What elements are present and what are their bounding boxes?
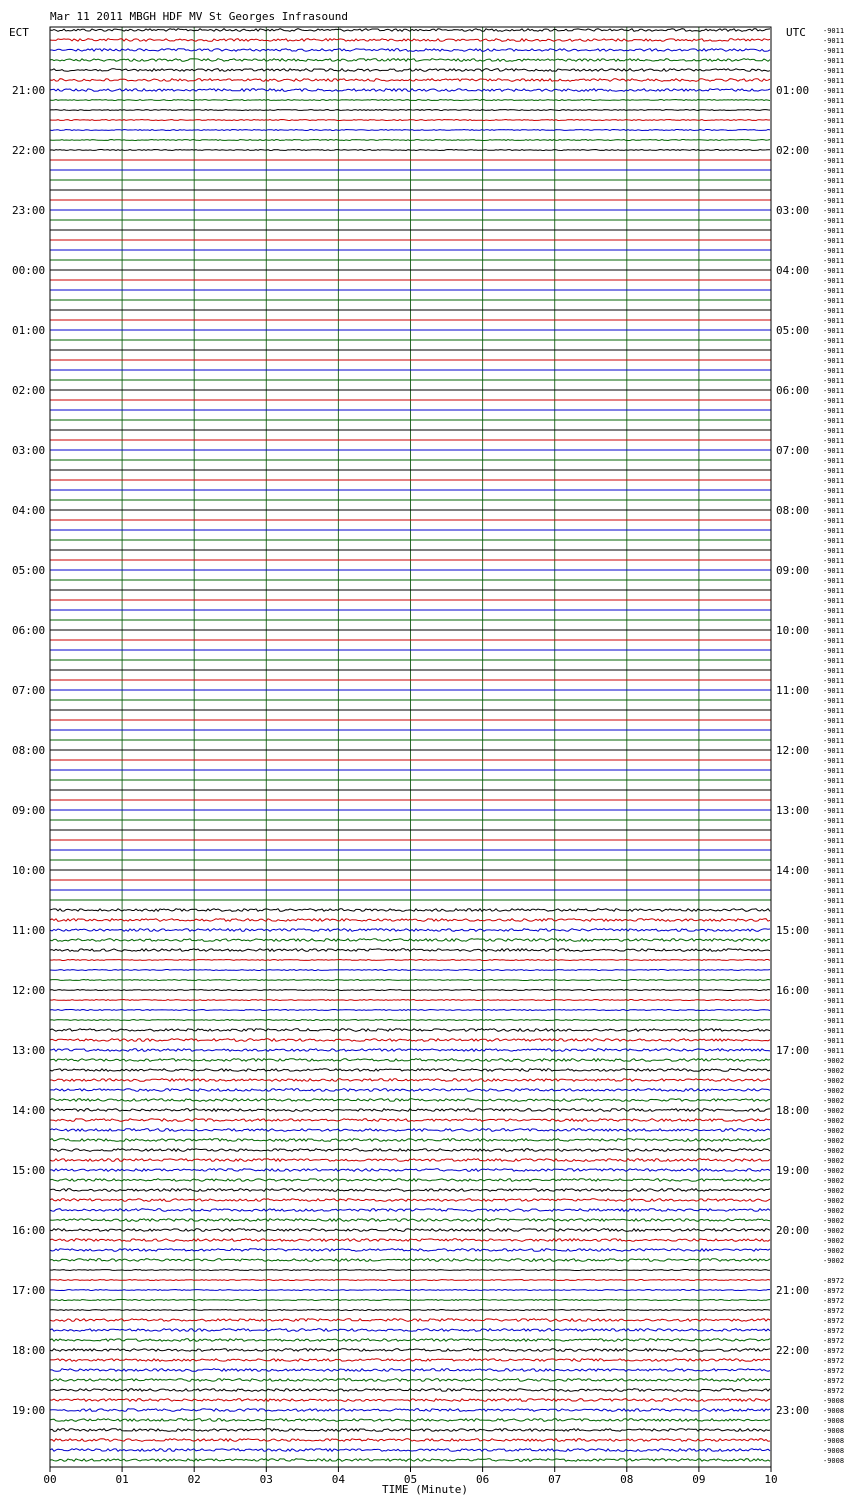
- trace-scale-label: -9002: [823, 1157, 845, 1165]
- trace-scale-label: -9002: [823, 1077, 845, 1085]
- trace-scale-label: -9002: [823, 1227, 845, 1235]
- trace-scale-label: -9011: [823, 207, 845, 215]
- x-tick-label: 07: [548, 1473, 562, 1486]
- right-hour-label: 20:00: [776, 1224, 810, 1237]
- x-tick-label: 10: [764, 1473, 778, 1486]
- trace-scale-label: -9011: [823, 187, 845, 195]
- trace-scale-label: -8972: [823, 1287, 845, 1295]
- trace-scale-label: -9011: [823, 587, 845, 595]
- x-tick-label: 00: [43, 1473, 57, 1486]
- trace-scale-label: -9011: [823, 167, 845, 175]
- chart-title: Mar 11 2011 MBGH HDF MV St Georges Infrasound: [50, 10, 349, 23]
- trace-scale-label: -9011: [823, 897, 845, 905]
- left-hour-label: 15:00: [12, 1164, 46, 1177]
- trace-scale-label: -9011: [823, 737, 845, 745]
- trace-scale-label: -9011: [823, 637, 845, 645]
- trace-scale-label: -9011: [823, 607, 845, 615]
- trace-scale-label: -9011: [823, 747, 845, 755]
- right-hour-label: 18:00: [776, 1104, 810, 1117]
- left-hour-label: 18:00: [12, 1344, 46, 1357]
- left-hour-label: 23:00: [12, 204, 46, 217]
- trace-scale-label: -9011: [823, 197, 845, 205]
- trace-scale-label: -9011: [823, 557, 845, 565]
- left-hour-label: 10:00: [12, 864, 46, 877]
- trace-scale-label: -9011: [823, 397, 845, 405]
- trace-scale-label: -9011: [823, 267, 845, 275]
- trace-scale-label: -9011: [823, 67, 845, 75]
- trace-scale-label: -9011: [823, 1027, 845, 1035]
- trace-scale-label: -9002: [823, 1167, 845, 1175]
- trace-line: [50, 130, 770, 131]
- trace-scale-label: -9008: [823, 1397, 845, 1405]
- trace-scale-label: -9011: [823, 987, 845, 995]
- trace-scale-label: -9011: [823, 287, 845, 295]
- right-hour-label: 12:00: [776, 744, 810, 757]
- trace-line: [50, 980, 770, 981]
- left-hour-label: 11:00: [12, 924, 46, 937]
- trace-scale-label: -9011: [823, 857, 845, 865]
- trace-scale-label: -9008: [823, 1407, 845, 1415]
- trace-scale-label: -9011: [823, 927, 845, 935]
- trace-scale-label: -8972: [823, 1297, 845, 1305]
- trace-scale-label: -9011: [823, 917, 845, 925]
- trace-scale-label: -9011: [823, 827, 845, 835]
- trace-scale-label: -9011: [823, 787, 845, 795]
- trace-scale-label: -9011: [823, 1047, 845, 1055]
- trace-scale-label: -9011: [823, 407, 845, 415]
- left-hour-label: 22:00: [12, 144, 46, 157]
- right-hour-label: 03:00: [776, 204, 810, 217]
- right-hour-label: 15:00: [776, 924, 810, 937]
- trace-scale-label: -9011: [823, 337, 845, 345]
- right-hour-label: 14:00: [776, 864, 810, 877]
- x-tick-label: 03: [259, 1473, 273, 1486]
- left-hour-label: 04:00: [12, 504, 46, 517]
- trace-scale-labels: [823, 27, 844, 1465]
- right-hour-label: 23:00: [776, 1404, 810, 1417]
- trace-scale-label: -9002: [823, 1107, 845, 1115]
- trace-scale-label: -9011: [823, 577, 845, 585]
- trace-scale-label: -8972: [823, 1357, 845, 1365]
- trace-scale-label: -8972: [823, 1327, 845, 1335]
- right-hour-label: 10:00: [776, 624, 810, 637]
- trace-scale-label: -9002: [823, 1177, 845, 1185]
- left-hour-label: 08:00: [12, 744, 46, 757]
- trace-line: [50, 1280, 770, 1281]
- trace-scale-label: -9002: [823, 1117, 845, 1125]
- trace-scale-label: -9011: [823, 1017, 845, 1025]
- trace-scale-label: -9002: [823, 1137, 845, 1145]
- trace-scale-label: -9008: [823, 1427, 845, 1435]
- trace-scale-label: -9011: [823, 967, 845, 975]
- trace-scale-label: -8972: [823, 1377, 845, 1385]
- trace-scale-label: -9011: [823, 457, 845, 465]
- left-hour-label: 19:00: [12, 1404, 46, 1417]
- right-timezone-label: UTC: [786, 26, 806, 39]
- left-hour-label: 14:00: [12, 1104, 46, 1117]
- trace-scale-label: -9011: [823, 667, 845, 675]
- left-hour-label: 07:00: [12, 684, 46, 697]
- left-hour-label: 16:00: [12, 1224, 46, 1237]
- left-hour-label: 00:00: [12, 264, 46, 277]
- trace-scale-label: -9011: [823, 147, 845, 155]
- trace-scale-label: -9002: [823, 1247, 845, 1255]
- trace-scale-label: -9011: [823, 477, 845, 485]
- x-axis-label: TIME (Minute): [381, 1483, 469, 1496]
- trace-scale-label: -9011: [823, 117, 845, 125]
- trace-scale-label: -9011: [823, 947, 845, 955]
- trace-scale-label: -9011: [823, 387, 845, 395]
- trace-scale-label: -8972: [823, 1337, 845, 1345]
- trace-scale-label: -9002: [823, 1127, 845, 1135]
- trace-scale-label: -9011: [823, 417, 845, 425]
- left-hour-label: 12:00: [12, 984, 46, 997]
- left-hour-label: 09:00: [12, 804, 46, 817]
- right-hour-label: 09:00: [776, 564, 810, 577]
- trace-scale-label: -9011: [823, 837, 845, 845]
- x-tick-label: 08: [620, 1473, 634, 1486]
- trace-scale-label: -9011: [823, 87, 845, 95]
- trace-scale-label: -9011: [823, 297, 845, 305]
- trace-scale-label: -9011: [823, 257, 845, 265]
- trace-scale-label: -9002: [823, 1217, 845, 1225]
- trace-scale-label: -9011: [823, 777, 845, 785]
- trace-scale-label: -9011: [823, 677, 845, 685]
- trace-scale-label: -9011: [823, 647, 845, 655]
- trace-scale-label: -9011: [823, 657, 845, 665]
- trace-scale-label: -8972: [823, 1367, 845, 1375]
- left-timezone-label: ECT: [9, 26, 29, 39]
- trace-scale-label: -9011: [823, 547, 845, 555]
- x-tick-label: 01: [115, 1473, 129, 1486]
- right-hour-label: 04:00: [776, 264, 810, 277]
- trace-scale-label: -9011: [823, 427, 845, 435]
- trace-scale-label: -9011: [823, 817, 845, 825]
- trace-scale-label: -9011: [823, 877, 845, 885]
- right-hour-label: 19:00: [776, 1164, 810, 1177]
- trace-scale-label: -9011: [823, 937, 845, 945]
- trace-scale-label: -9011: [823, 567, 845, 575]
- trace-scale-label: -9011: [823, 27, 845, 35]
- trace-scale-label: -9011: [823, 517, 845, 525]
- trace-scale-label: -9011: [823, 597, 845, 605]
- right-hour-label: 21:00: [776, 1284, 810, 1297]
- trace-scale-label: -9011: [823, 237, 845, 245]
- trace-scale-label: -9011: [823, 997, 845, 1005]
- trace-scale-label: -9011: [823, 127, 845, 135]
- x-tick-label: 05: [403, 1473, 418, 1486]
- trace-scale-label: -9011: [823, 867, 845, 875]
- right-hour-label: 17:00: [776, 1044, 810, 1057]
- right-hour-label: 22:00: [776, 1344, 810, 1357]
- trace-scale-label: -9011: [823, 797, 845, 805]
- trace-scale-label: -9011: [823, 247, 845, 255]
- trace-scale-label: -9011: [823, 37, 845, 45]
- x-tick-label: 04: [331, 1473, 346, 1486]
- trace-scale-label: -9011: [823, 77, 845, 85]
- trace-line: [50, 1300, 770, 1301]
- trace-scale-label: -9011: [823, 627, 845, 635]
- trace-scale-label: -9011: [823, 347, 845, 355]
- trace-scale-label: -9011: [823, 157, 845, 165]
- trace-scale-label: -9011: [823, 807, 845, 815]
- left-hour-label: 21:00: [12, 84, 46, 97]
- x-tick-label: 06: [475, 1473, 490, 1486]
- left-hour-label: 17:00: [12, 1284, 46, 1297]
- trace-scale-label: -9011: [823, 177, 845, 185]
- trace-scale-label: -9011: [823, 907, 845, 915]
- trace-scale-label: -9011: [823, 957, 845, 965]
- trace-scale-label: -8972: [823, 1307, 845, 1315]
- left-hour-labels: [12, 84, 45, 1417]
- trace-scale-label: -9011: [823, 467, 845, 475]
- trace-scale-label: -9011: [823, 137, 845, 145]
- left-hour-label: 06:00: [12, 624, 46, 637]
- trace-scale-label: -8972: [823, 1317, 845, 1325]
- right-hour-label: 08:00: [776, 504, 810, 517]
- trace-scale-label: -9002: [823, 1257, 845, 1265]
- trace-scale-label: -9011: [823, 107, 845, 115]
- trace-scale-label: -9011: [823, 687, 845, 695]
- right-hour-label: 01:00: [776, 84, 810, 97]
- trace-line: [50, 1020, 770, 1021]
- trace-scale-label: -9011: [823, 527, 845, 535]
- left-hour-label: 02:00: [12, 384, 46, 397]
- trace-scale-label: -9011: [823, 57, 845, 65]
- trace-line: [50, 150, 770, 151]
- left-hour-label: 01:00: [12, 324, 46, 337]
- trace-scale-label: -9002: [823, 1187, 845, 1195]
- trace-scale-label: -9002: [823, 1207, 845, 1215]
- trace-scale-label: -9011: [823, 537, 845, 545]
- left-hour-label: 03:00: [12, 444, 46, 457]
- trace-scale-label: -9011: [823, 497, 845, 505]
- trace-scale-label: -9011: [823, 617, 845, 625]
- trace-scale-label: -9011: [823, 487, 845, 495]
- minute-grid: [122, 27, 699, 1467]
- trace-scale-label: -8972: [823, 1277, 845, 1285]
- trace-scale-label: -9011: [823, 1037, 845, 1045]
- trace-scale-label: -9011: [823, 977, 845, 985]
- left-hour-label: 13:00: [12, 1044, 46, 1057]
- trace-scale-label: -9002: [823, 1097, 845, 1105]
- trace-scale-label: -9011: [823, 357, 845, 365]
- trace-scale-label: -9011: [823, 707, 845, 715]
- left-hour-label: 05:00: [12, 564, 46, 577]
- trace-scale-label: -9011: [823, 767, 845, 775]
- right-hour-label: 07:00: [776, 444, 810, 457]
- trace-scale-label: -9011: [823, 447, 845, 455]
- right-hour-label: 13:00: [776, 804, 810, 817]
- trace-scale-label: -9011: [823, 887, 845, 895]
- right-hour-labels: [776, 84, 809, 1417]
- trace-scale-label: -9011: [823, 97, 845, 105]
- right-hour-label: 05:00: [776, 324, 810, 337]
- trace-scale-label: -9002: [823, 1067, 845, 1075]
- x-tick-label: 09: [692, 1473, 706, 1486]
- trace-scale-label: -9011: [823, 47, 845, 55]
- trace-scale-label: -9011: [823, 507, 845, 515]
- trace-scale-label: -9002: [823, 1197, 845, 1205]
- x-tick-label: 02: [187, 1473, 201, 1486]
- trace-scale-label: -9002: [823, 1087, 845, 1095]
- right-hour-label: 11:00: [776, 684, 810, 697]
- trace-scale-label: -9008: [823, 1447, 845, 1455]
- trace-scale-label: -9011: [823, 367, 845, 375]
- trace-scale-label: -8972: [823, 1387, 845, 1395]
- trace-scale-label: -9011: [823, 757, 845, 765]
- trace-scale-label: -9011: [823, 697, 845, 705]
- trace-scale-label: -9008: [823, 1457, 845, 1465]
- trace-scale-label: -9011: [823, 327, 845, 335]
- trace-scale-label: -9011: [823, 217, 845, 225]
- trace-scale-label: -9011: [823, 307, 845, 315]
- trace-scale-label: -9011: [823, 727, 845, 735]
- trace-scale-label: -9011: [823, 277, 845, 285]
- trace-scale-label: -9002: [823, 1057, 845, 1065]
- trace-scale-label: -9011: [823, 1007, 845, 1015]
- trace-scale-label: -9011: [823, 317, 845, 325]
- trace-scale-label: -9002: [823, 1237, 845, 1245]
- trace-scale-label: -9011: [823, 227, 845, 235]
- right-hour-label: 06:00: [776, 384, 810, 397]
- trace-scale-label: -9011: [823, 437, 845, 445]
- trace-scale-label: -9008: [823, 1437, 845, 1445]
- trace-scale-label: -9011: [823, 717, 845, 725]
- trace-scale-label: -8972: [823, 1347, 845, 1355]
- trace-scale-label: -9011: [823, 847, 845, 855]
- trace-scale-label: -9008: [823, 1417, 845, 1425]
- right-hour-label: 16:00: [776, 984, 810, 997]
- right-hour-label: 02:00: [776, 144, 810, 157]
- trace-scale-label: -9002: [823, 1147, 845, 1155]
- trace-scale-label: -9011: [823, 377, 845, 385]
